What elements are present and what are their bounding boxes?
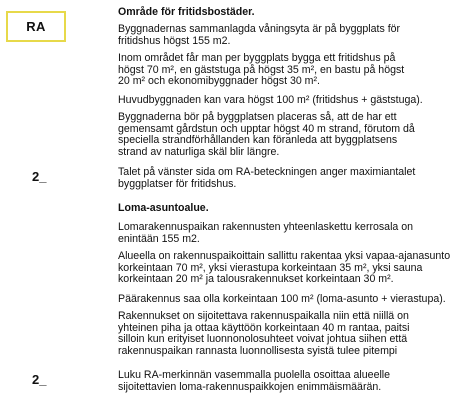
finnish-paragraph-2: Alueella on rakennuspaikoittain sallittu rakentaa yksi vapaa-ajanasunto korkeintaan 70 m², yksi vierastupa korkeintaan 35 m², yksi sauna korkeintaan 20 m² ja talousrakennukset korkeintaan 30 m². [118, 250, 451, 286]
building-count-marker-sv: 2_ [32, 169, 47, 184]
finnish-paragraph-3: Päärakennus saa olla korkeintaan 100 m² (loma-asunto + vierastupa). [118, 293, 446, 305]
building-count-marker-fi: 2_ [32, 372, 47, 387]
finnish-paragraph-5: Luku RA-merkinnän vasemmalla puolella osoittaa alueelle sijoitettavien loma-rakennuspaikkojen enimmäismäärän. [118, 369, 391, 393]
swedish-heading: Område för fritidsbostäder. [118, 6, 255, 18]
swedish-paragraph-5: Talet på vänster sida om RA-beteckningen anger maximiantalet byggplatser för fritidshus. [118, 166, 416, 190]
ra-symbol-label: RA [26, 19, 46, 34]
finnish-heading: Loma-asuntoalue. [118, 202, 209, 214]
swedish-paragraph-1: Byggnadernas sammanlagda våningsyta är på byggplats för fritidshus högst 155 m2. [118, 23, 401, 47]
swedish-paragraph-3: Huvudbyggnaden kan vara högst 100 m² (fritidshus + gäststuga). [118, 94, 423, 106]
swedish-paragraph-2: Inom området får man per byggplats bygga ett fritidshus på högst 70 m², en gäststuga på högst 35 m², en bastu på högst 20 m² och ekonomibyggnader högst 30 m². [118, 52, 405, 88]
finnish-paragraph-1: Lomarakennuspaikan rakennusten yhteenlaskettu kerrosala on enintään 155 m2. [118, 221, 414, 245]
swedish-paragraph-4: Byggnaderna bör på byggplatsen placeras så, att de har ett gemensamt gårdstun och upptar högst 40 m strand, förutom då speciella strandförhållanden kan föranleda att byggplatsens strand av naturliga skäl blir längre. [118, 111, 415, 158]
ra-symbol-box [6, 11, 66, 42]
finnish-paragraph-4: Rakennukset on sijoitettava rakennuspaikalla niin että niillä on yhteinen piha ja ottaa käyttöön korkeintaan 40 m rantaa, paitsi silloin kun erityiset luonnonolosuhteet voivat johtua siihen että rakennuspaikan rannasta luonnollisesta syistä tulee pitempi [118, 310, 410, 357]
